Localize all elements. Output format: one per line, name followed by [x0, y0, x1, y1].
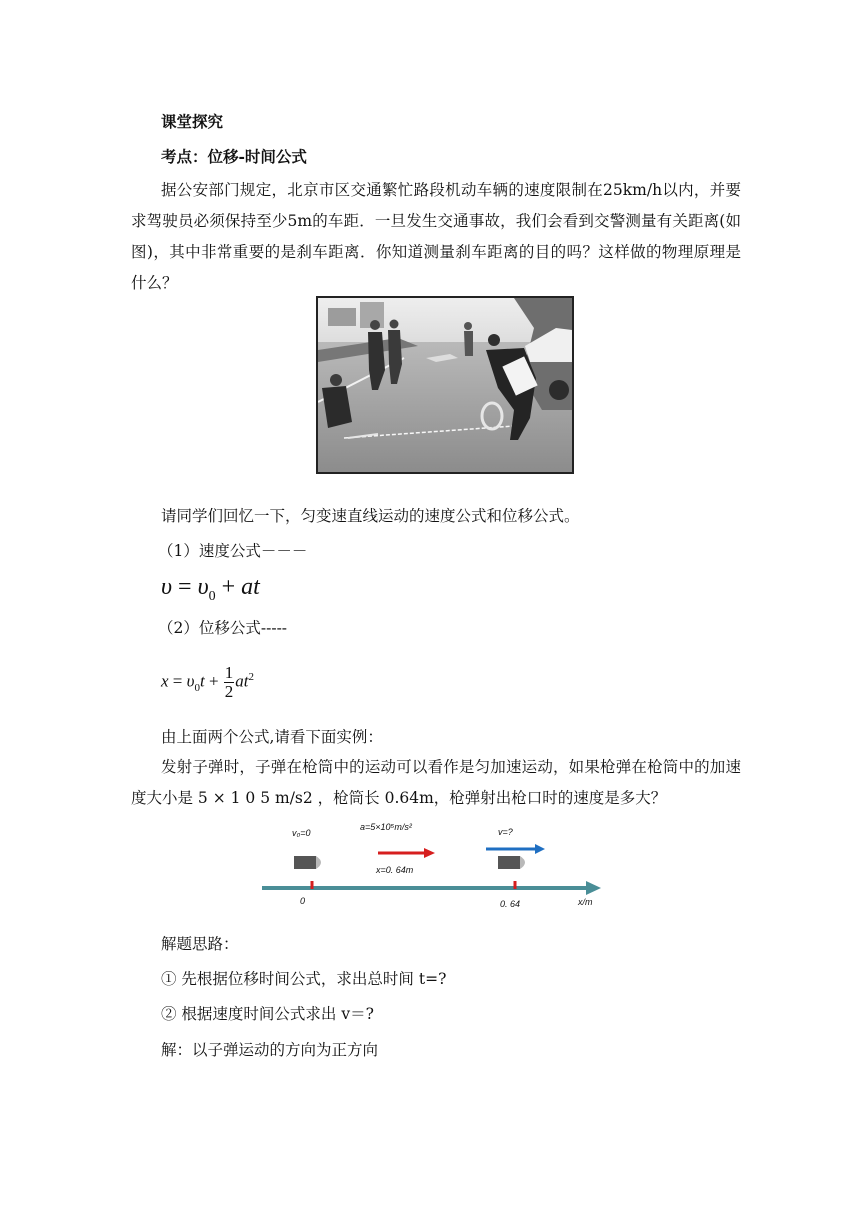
bullet-start-icon: [294, 856, 321, 869]
bullet-end-icon: [498, 856, 525, 869]
formula2-v0: υ: [186, 671, 195, 691]
initial-velocity-label: v₀=0: [292, 828, 311, 838]
bullet-start-tip: [316, 856, 321, 869]
tick-label-zero: 0: [300, 896, 306, 906]
formula2-subscript: 0: [194, 682, 200, 695]
section-title: 课堂探究: [161, 112, 224, 131]
displacement-formula-label: （2）位移公式-----: [158, 619, 288, 637]
formula2-t: t: [199, 671, 205, 691]
solution-start: 解：以子弹运动的方向为正方向: [161, 1041, 379, 1059]
x-axis-arrowhead: [586, 881, 601, 895]
solution-step-2: ② 根据速度时间公式求出 v＝?: [161, 1005, 374, 1023]
displacement-formula: [161, 657, 254, 708]
bullet-start-body: [294, 856, 316, 869]
displacement-label: x=0. 64m: [376, 865, 414, 875]
final-velocity-label: v=?: [498, 827, 513, 837]
axis-unit-label: x/m: [578, 897, 593, 907]
acceleration-arrowhead: [424, 848, 435, 858]
example-intro: 由上面两个公式,请看下面实例：: [161, 728, 383, 746]
fraction-denominator: 2: [224, 682, 234, 702]
formula1-plus: +: [215, 574, 242, 600]
recall-text: 请同学们回忆一下，匀变速直线运动的速度公式和位移公式。: [161, 507, 580, 525]
example-paragraph: 发射子弹时，子弹在枪筒中的运动可以看作是匀加速运动，如果枪弹在枪筒中的加速度大小是 5 × 1 0 5 m/s2 ，枪筒长 0.64m，枪弹射出枪口时的速度是多大？: [131, 758, 741, 807]
formula2-equals: =: [168, 671, 187, 691]
formula2-lhs: x: [161, 671, 169, 691]
traffic-police-photo-illustration: [318, 298, 572, 472]
final-velocity-arrowhead: [535, 844, 545, 854]
fraction-numerator: 1: [224, 663, 234, 683]
tick-label-end: 0. 64: [500, 899, 521, 909]
velocity-formula-label: （1）速度公式－－－: [158, 542, 308, 560]
solution-step-1: ① 先根据位移时间公式，求出总时间 t=?: [161, 970, 447, 988]
formula2-superscript: 2: [248, 671, 255, 683]
formula1-at: at: [241, 574, 260, 600]
bullet-end-tip: [520, 856, 525, 869]
formula1-equals: =: [172, 574, 198, 600]
formula1-v0: υ: [197, 574, 209, 600]
thinking-title: 解题思路：: [161, 935, 239, 953]
bullet-motion-diagram: [262, 818, 606, 918]
formula1-subscript: 0: [208, 588, 216, 604]
traffic-police-photo: [316, 296, 574, 474]
formula1-lhs: υ: [161, 574, 173, 600]
acceleration-label: a=5×10⁵m/s²: [360, 822, 412, 832]
bullet-end-body: [498, 856, 520, 869]
topic-heading: 考点：位移-时间公式: [161, 147, 307, 166]
formula2-plus: +: [204, 671, 223, 691]
intro-paragraph: 据公安部门规定，北京市区交通繁忙路段机动车辆的速度限制在25km/h以内，并要求驾驶员必须保持至少5m的车距．一旦发生交通事故，我们会看到交警测量有关距离(如图)，其中非常重要的是刹车距离．你知道测量刹车距离的目的吗？这样做的物理原理是什么？: [131, 181, 741, 292]
formula2-at: at: [235, 671, 249, 691]
formula2-fraction: [224, 664, 235, 701]
velocity-formula: [161, 572, 260, 612]
